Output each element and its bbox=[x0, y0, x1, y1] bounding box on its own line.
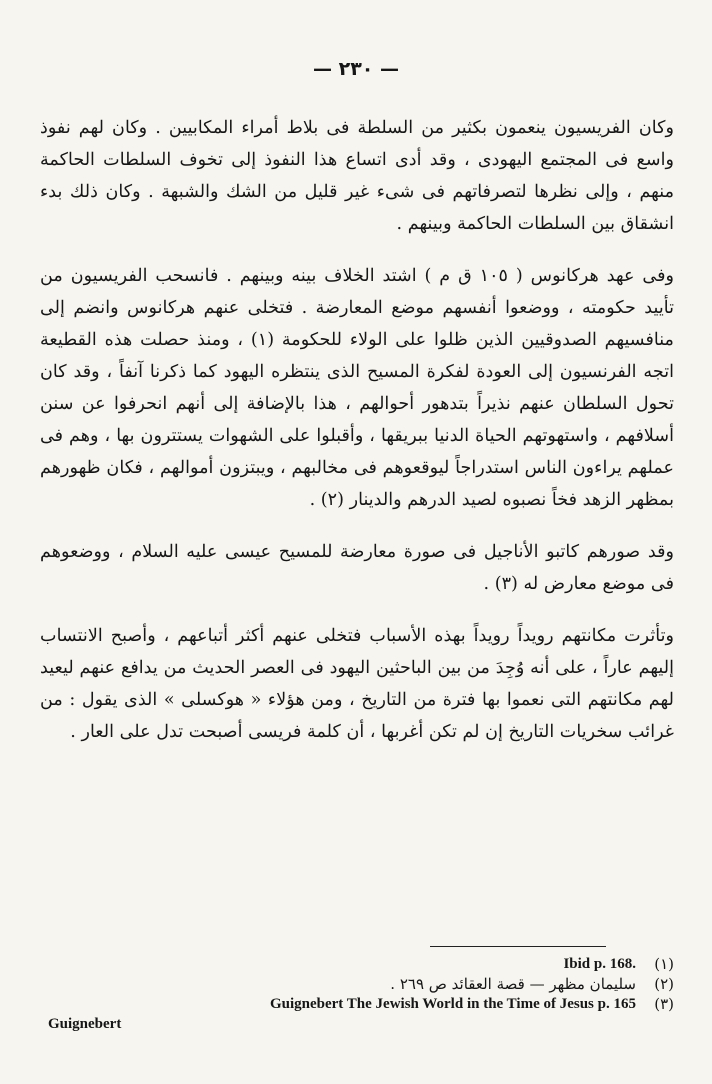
page-number: — ٢٣٠ — bbox=[312, 58, 400, 80]
footnote bbox=[40, 954, 674, 974]
footnotes bbox=[40, 954, 674, 1034]
paragraph: وقد صورهم كاتبو الأناجيل فى صورة معارضة للمسيح عيسى عليه السلام ، ووضعوهم فى موضع معارض له (٣) . bbox=[40, 542, 674, 594]
footnote-number: (١) bbox=[654, 955, 674, 973]
footnote-text: Guignebert The Jewish World in the Time of Jesus p. 165 bbox=[269, 996, 636, 1012]
paragraph: وتأثرت مكانتهم رويداً رويداً بهذه الأسباب فتخلى عنهم أكثر أتباعهم ، وأصبح الانتساب إليهم عاراً ، على أنه وُجِدَ من بين الباحثين اليهود فى العصر الحديث من يدافع عنهم ليعيد لهم مكانتهم التى نعموا بها فترة من التاريخ ، ومن هؤلاء « هوكسلى » الذى يقول : من غرائب سخريات التاريخ إن لم تكن أغربها ، أن كلمة فريسى أصبحت تدل على العار . bbox=[40, 626, 674, 742]
paragraph: وكان الفريسيون ينعمون بكثير من السلطة فى بلاط أمراء المكابيين . وكان لهم نفوذ واسع فى المجتمع اليهودى ، وقد أدى اتساع هذا النفوذ إلى تخوف السلطات الحاكمة منهم ، وإلى نظرها لتصرفاتهم فى شىء غير قليل من الشك والشبهة . وكان ذلك بدء انشقاق بين السلطات الحاكمة وبينهم . bbox=[40, 118, 674, 234]
footnote bbox=[40, 974, 674, 994]
footnote-text: سليمان مظهر — قصة العقائد ص ٢٦٩ . bbox=[390, 975, 636, 993]
footnote bbox=[40, 994, 674, 1014]
paragraph: وفى عهد هركانوس ( ١٠٥ ق م ) اشتد الخلاف بينه وبينهم . فانسحب الفريسيون من تأييد حكومته ، ووضعوا أنفسهم موضع المعارضة . فتخلى عنهم هركانوس وانضم إلى منافسيهم الصدوقيين الذين ظلوا على الولاء للحكومة (١) ، ومنذ حصلت هذه القطيعة اتجه الفرنسيون إلى العودة لفكرة المسيح الذى ينتظره اليهود كما ذكرنا آنفاً ، وقد كان تحول السلطان عنهم نذيراً بتدهور أحوالهم ، هذا بالإضافة إلى أنهم انحرفوا عن سنن أسلافهم ، واستهوتهم الحياة الدنيا ببريقها ، وأقبلوا على الشهوات يستترون بها ، وهم فى عملهم يراءون الناس استدراجاً ليوقعوهم فى مخالبهم ، ويبتزون أموالهم ، فكان ظهورهم بمظهر الزهد فخاً نصبوه لصيد الدرهم والدينار (٢) . bbox=[40, 266, 674, 510]
footnote-number: (٣) bbox=[654, 995, 674, 1013]
footnote-separator bbox=[430, 946, 606, 947]
footnote-number: (٢) bbox=[654, 975, 674, 993]
footnote-text: Ibid p. 168. bbox=[563, 956, 636, 972]
footnote-continuation: Guignebert bbox=[48, 1016, 122, 1032]
body-text bbox=[40, 112, 674, 748]
